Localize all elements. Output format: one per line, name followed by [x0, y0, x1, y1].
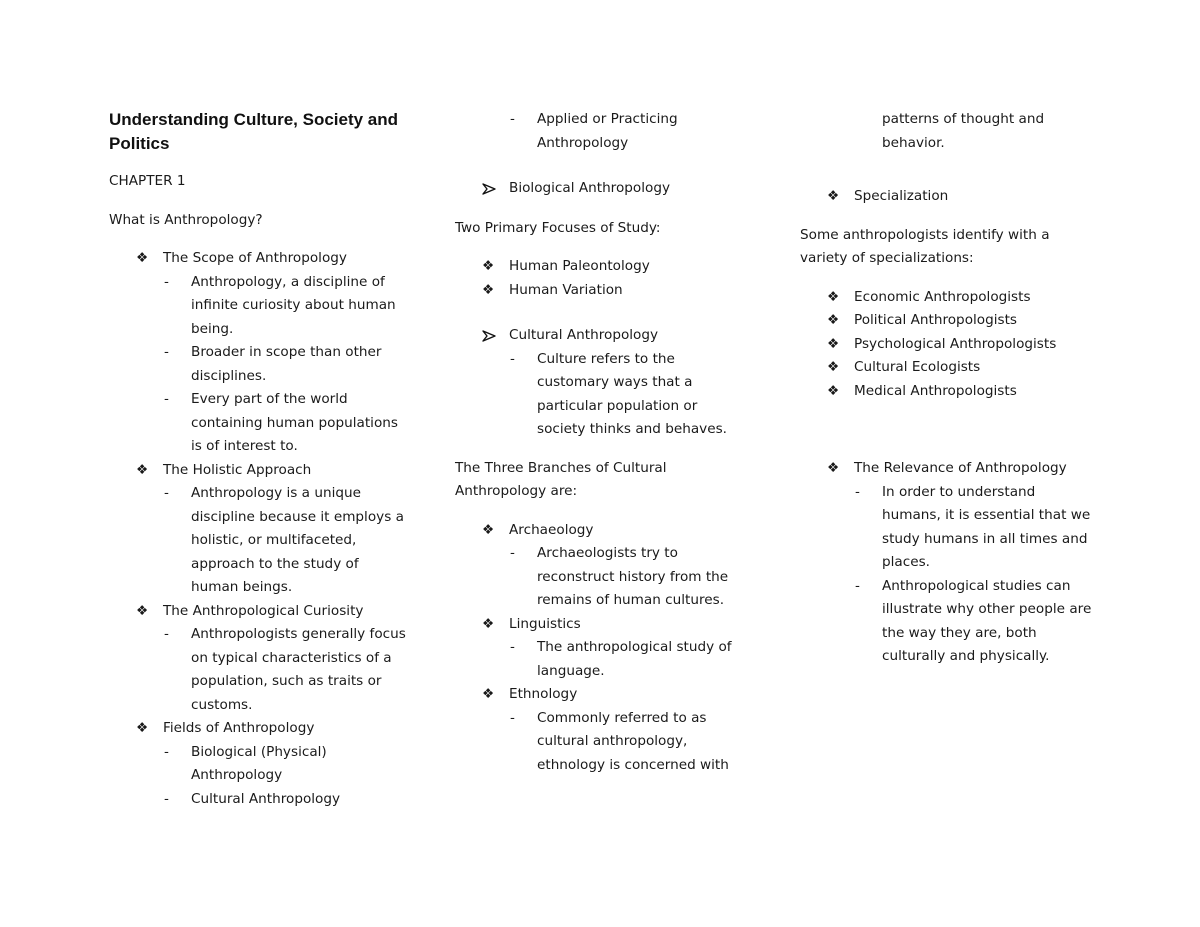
bullet-heading: The Relevance of Anthropology	[854, 460, 1067, 476]
bullet-heading: Linguistics	[509, 615, 581, 632]
dash-item-text: Anthropological studies can illustrate why other people are the way they are, both culturally and physically.	[882, 577, 1092, 664]
bullet-heading: The Scope of Anthropology	[163, 250, 347, 266]
bullet-text: Economic Anthropologists	[854, 288, 1031, 305]
arrow-bullet-icon	[482, 324, 502, 342]
dash-item-text: Applied or Practicing Anthropology	[537, 111, 678, 151]
bullet-heading: Fields of Anthropology	[163, 720, 315, 736]
arrow-bullet-biological	[455, 177, 755, 201]
dash-item	[109, 271, 409, 342]
paragraph-three-branches: The Three Branches of Cultural Anthropology are:	[455, 459, 667, 499]
bullet-item	[455, 279, 755, 303]
dash-item-text: Biological (Physical) Anthropology	[191, 743, 327, 783]
bullet-curiosity	[109, 600, 409, 624]
bullet-heading: Biological Anthropology	[509, 180, 671, 196]
diamond-bullet-icon: ❖	[136, 602, 149, 619]
diamond-bullet-icon: ❖	[136, 720, 149, 736]
dash-icon: -	[510, 639, 515, 655]
dash-icon: -	[164, 626, 169, 642]
bullet-item	[800, 380, 1100, 404]
bullet-heading: Archaeology	[509, 521, 594, 538]
bullet-text: Human Paleontology	[509, 258, 650, 274]
diamond-bullet-icon: ❖	[827, 335, 840, 352]
dash-item-text: In order to understand humans, it is essential that we study humans in all times and places.	[882, 483, 1091, 570]
dash-item	[455, 542, 737, 613]
bullet-specialization	[800, 185, 1100, 209]
bullet-heading: The Anthropological Curiosity	[163, 602, 364, 619]
dash-icon: -	[164, 273, 169, 290]
bullet-item	[800, 286, 1100, 310]
diamond-bullet-icon: ❖	[482, 615, 495, 632]
dash-item-text: Anthropology, a discipline of infinite curiosity about human being.	[191, 273, 396, 337]
paragraph-two-focuses: Two Primary Focuses of Study:	[455, 219, 661, 236]
dash-icon: -	[164, 344, 169, 360]
dash-item-text: The anthropological study of language.	[537, 639, 732, 679]
bullet-item	[800, 333, 1100, 357]
column-3	[800, 108, 1100, 669]
dash-item	[455, 636, 737, 683]
dash-item	[455, 108, 687, 155]
bullet-archaeology	[455, 519, 755, 543]
dash-item	[455, 707, 737, 778]
dash-icon: -	[510, 350, 515, 367]
column-2	[455, 108, 755, 777]
bullet-scope	[109, 247, 409, 271]
bullet-fields	[109, 717, 409, 741]
dash-item-text: Commonly referred to as cultural anthropology, ethnology is concerned with	[537, 709, 729, 773]
diamond-bullet-icon: ❖	[482, 258, 495, 274]
dash-item-text: Broader in scope than other disciplines.	[191, 344, 382, 384]
dash-item	[109, 623, 409, 717]
bullet-text: Cultural Ecologists	[854, 359, 981, 375]
arrow-bullet-icon	[482, 177, 502, 195]
bullet-heading: Cultural Anthropology	[509, 327, 659, 343]
dash-item-text: Anthropology is a unique discipline because it employs a holistic, or multifaceted, approach to the study of human beings.	[191, 485, 404, 595]
column-1	[109, 108, 409, 811]
bullet-ethnology	[455, 683, 755, 707]
dash-item	[109, 482, 409, 600]
bullet-item	[455, 255, 755, 279]
dash-icon: -	[164, 485, 169, 501]
dash-item-text: Anthropologists generally focus on typical characteristics of a population, such as traits or customs.	[191, 626, 406, 713]
diamond-bullet-icon: ❖	[482, 521, 495, 538]
diamond-bullet-icon: ❖	[482, 281, 495, 298]
bullet-linguistics	[455, 613, 755, 637]
dash-item-text: Cultural Anthropology	[191, 790, 341, 807]
bullet-item	[800, 356, 1100, 380]
diamond-bullet-icon: ❖	[136, 461, 149, 478]
dash-item	[455, 348, 733, 442]
document-title: Understanding Culture, Society and Politics	[109, 110, 399, 153]
diamond-bullet-icon: ❖	[827, 460, 840, 476]
dash-icon: -	[164, 790, 169, 807]
dash-item	[109, 341, 409, 388]
bullet-text: Political Anthropologists	[854, 312, 1017, 328]
diamond-bullet-icon: ❖	[827, 188, 840, 204]
dash-item	[109, 741, 341, 788]
diamond-bullet-icon: ❖	[482, 686, 495, 702]
diamond-bullet-icon: ❖	[136, 250, 149, 266]
bullet-relevance	[800, 457, 1100, 481]
bullet-text: Medical Anthropologists	[854, 382, 1017, 399]
section-question: What is Anthropology?	[109, 211, 263, 228]
dash-item	[800, 481, 1094, 575]
dash-icon: -	[164, 391, 169, 407]
diamond-bullet-icon: ❖	[827, 359, 840, 375]
bullet-item	[800, 309, 1100, 333]
dash-icon: -	[855, 483, 860, 500]
chapter-label: CHAPTER 1	[109, 173, 186, 189]
continuation-text: patterns of thought and behavior.	[882, 111, 1045, 151]
paragraph-specializations-intro: Some anthropologists identify with a variety of specializations:	[800, 226, 1050, 266]
dash-icon: -	[164, 743, 169, 760]
diamond-bullet-icon: ❖	[827, 312, 840, 328]
bullet-heading: Specialization	[854, 188, 949, 204]
dash-icon: -	[510, 709, 515, 726]
bullet-holistic	[109, 459, 409, 483]
bullet-text: Psychological Anthropologists	[854, 335, 1057, 352]
bullet-heading: The Holistic Approach	[163, 461, 312, 478]
dash-item-text: Archaeologists try to reconstruct history from the remains of human cultures.	[537, 545, 729, 608]
dash-icon: -	[510, 545, 515, 561]
dash-icon: -	[855, 577, 860, 594]
dash-item	[109, 388, 409, 459]
bullet-text: Human Variation	[509, 281, 623, 298]
dash-item	[109, 788, 409, 812]
diamond-bullet-icon: ❖	[827, 382, 840, 399]
diamond-bullet-icon: ❖	[827, 288, 840, 305]
arrow-bullet-cultural	[455, 324, 755, 348]
bullet-heading: Ethnology	[509, 686, 578, 702]
dash-icon: -	[510, 111, 515, 127]
dash-item-text: Every part of the world containing human populations is of interest to.	[191, 391, 398, 454]
dash-item-text: Culture refers to the customary ways that a particular population or society thinks and behaves.	[537, 350, 727, 437]
dash-item	[800, 575, 1094, 669]
